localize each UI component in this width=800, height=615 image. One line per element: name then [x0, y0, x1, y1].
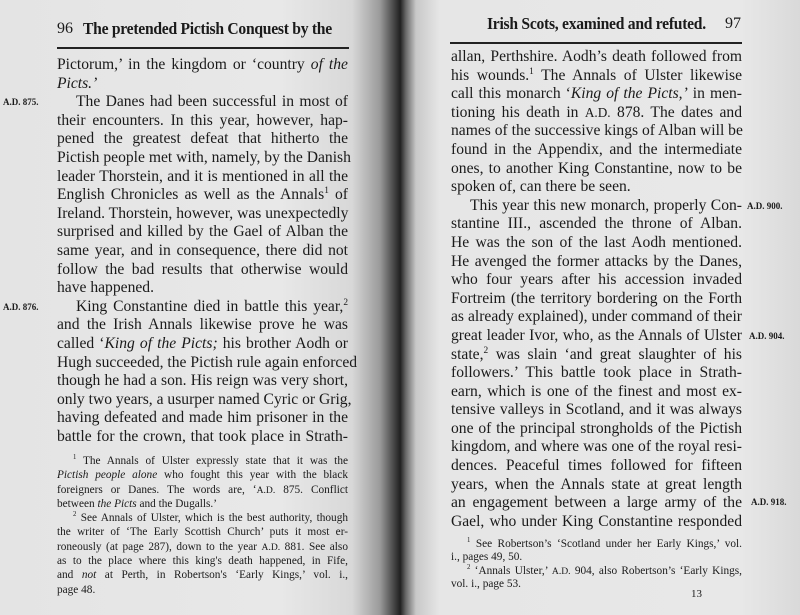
text-line [451, 364, 742, 383]
text-segment: earn, which is one of the finest and most ex- [451, 382, 742, 400]
text-segment: King Constantine died in battle this year, [76, 297, 344, 315]
text-segment: at Perth, in Robertson's ‘Early Kings,’ vol. i., [96, 569, 348, 582]
text-segment: A.D. [584, 104, 611, 120]
margin-note: A.D. 900. [747, 201, 783, 211]
text-segment: Pictorum,’ in the kingdom or ‘country [57, 56, 311, 73]
text-segment: roneously (at page 287), down to the year [57, 540, 262, 553]
text-segment: vol. i., page 53. [451, 578, 521, 591]
right-page [400, 0, 800, 615]
text-segment: A.D. [551, 565, 571, 577]
text-line [57, 511, 348, 525]
text-segment: great leader Ivor, who, as the Annals of Ulster [451, 326, 742, 344]
text-line [57, 468, 348, 482]
text-line [57, 483, 348, 497]
text-line [451, 48, 742, 67]
text-line [451, 401, 742, 420]
text-segment: Fortreim (the territory bordering on the Forth [451, 289, 742, 307]
text-segment: Pictish people met with, namely, by the Danish [57, 148, 351, 166]
text-line [451, 383, 742, 402]
text-line [57, 428, 348, 447]
text-segment: A.D. [261, 541, 281, 553]
text-line [57, 409, 348, 428]
header-rule [57, 47, 349, 49]
text-segment: Hugh succeeded, the Pictish rule again enforced [57, 353, 358, 371]
text-line [451, 215, 742, 234]
text-segment: in men- [687, 85, 742, 103]
footnotes [57, 454, 348, 597]
body-text [57, 56, 358, 446]
text-segment: 904, also Robertson’s ‘Early Kings, [570, 564, 742, 577]
text-line [451, 438, 742, 457]
text-segment: leader Thorstein, and it is mentioned in all the [57, 167, 348, 185]
italic-text: Picts.’ [57, 74, 98, 92]
text-line [451, 160, 742, 179]
text-segment: and the Irish Annals likewise prove he was [57, 316, 348, 334]
text-segment: one of the principal strongholds of the Pictish [451, 419, 742, 437]
text-line [57, 372, 348, 391]
text-segment: followers.’ This battle took place in Strath- [451, 364, 742, 382]
text-segment: years, when the Annals state at great length [451, 475, 742, 493]
text-line [57, 279, 348, 298]
text-line [451, 197, 742, 216]
text-segment: English Chronicles as well as the Annals [57, 186, 325, 204]
text-line [57, 186, 348, 205]
signature-mark: 13 [691, 588, 702, 600]
text-line [57, 316, 348, 335]
text-line [451, 420, 742, 439]
footnote-ref: 1 [529, 66, 534, 77]
text-line [57, 454, 348, 468]
margin-note: A.D. 875. [3, 97, 39, 107]
margin-note: A.D. 876. [3, 302, 39, 312]
header-rule [450, 42, 742, 44]
text-line [451, 308, 742, 327]
text-line [451, 178, 742, 197]
text-line [451, 513, 742, 532]
text-segment: between [57, 497, 98, 510]
text-segment: of [328, 186, 348, 204]
text-segment: A.D. [256, 484, 276, 496]
text-segment: an engagement between a large army of the [451, 494, 742, 512]
italic-text: Pictish people alone [57, 469, 158, 482]
text-segment: i., pages 49, 50. [451, 551, 523, 564]
text-line [451, 234, 742, 253]
running-title: Irish Scots, examined and refuted. [487, 14, 706, 33]
text-line [57, 130, 348, 149]
text-segment: call this monarch ‘ [451, 85, 571, 103]
text-segment: kingdom, and where was one of the royal resi- [451, 438, 742, 456]
text-segment: and the Dugalls.’ [136, 497, 218, 510]
text-line [57, 112, 348, 131]
text-segment: foreigners or Danes. The words are, ‘ [57, 483, 257, 496]
text-line [451, 346, 742, 365]
text-line [57, 353, 358, 373]
text-line [451, 290, 742, 309]
text-segment: have happened. [57, 279, 154, 297]
text-line [451, 565, 742, 578]
text-segment: 881. See also [280, 540, 348, 553]
text-line [57, 554, 348, 568]
text-segment: names of the successive kings of Alban will be [451, 122, 743, 140]
text-line [57, 168, 348, 187]
text-segment: ‘Annals Ulster,’ [470, 564, 552, 577]
page-number: 96 [57, 20, 73, 37]
margin-note: A.D. 904. [749, 331, 785, 341]
text-line [451, 271, 742, 290]
text-segment: state, [451, 345, 484, 363]
italic-text: King of the Picts,’ [570, 85, 688, 103]
text-segment: his brother Aodh or [217, 334, 349, 352]
text-segment: battle for the crown, that took place in Strath- [57, 427, 348, 445]
text-line [451, 104, 742, 123]
text-line [57, 223, 348, 242]
text-segment: He avenged the former attacks by the Danes, [451, 252, 742, 270]
text-segment: who four years after his accession invaded [451, 271, 742, 289]
text-segment: as already explained), under command of their [451, 308, 742, 326]
text-line [451, 85, 742, 104]
text-line [57, 390, 352, 410]
italic-text: not [81, 569, 97, 582]
text-segment: stantine III., ascended the throne of Alban. [451, 215, 742, 233]
text-segment: spoken of, can there be seen. [451, 178, 631, 196]
text-segment: Ireland. Thorstein, however, was unexpectedly [57, 204, 349, 222]
text-segment: 878. The dates and [610, 103, 743, 121]
footnotes [451, 538, 742, 592]
text-segment: and [57, 569, 82, 582]
footnote-ref: 2 [467, 564, 471, 572]
text-line [57, 298, 348, 317]
text-segment: called ‘ [57, 334, 105, 352]
text-line [451, 327, 742, 346]
text-segment: tensive valleys in Scotland, and it was always [451, 401, 742, 419]
text-segment: who fought this year with the black [157, 469, 348, 482]
text-line [57, 148, 351, 168]
body-text [451, 48, 742, 531]
text-segment: 875. Conflict [275, 483, 348, 496]
text-segment: though he had a son. His reign was very short, [57, 372, 348, 390]
running-title: The pretended Pictish Conquest by the [83, 19, 332, 38]
text-line [451, 538, 742, 551]
text-line [57, 56, 348, 75]
text-segment: dences. Peaceful times followed for fifteen [451, 457, 742, 475]
footnote-ref: 1 [324, 185, 329, 196]
text-segment: having defeated and made him prisoner in the [57, 409, 348, 427]
text-segment: Gael, who under King Constantine responded [451, 512, 742, 530]
italic-text: King of the Picts; [104, 334, 218, 352]
text-segment: See Robertson’s ‘Scotland under her Early Kings,’ vol. [470, 538, 742, 550]
page-number: 97 [725, 15, 741, 32]
text-line [57, 497, 348, 511]
text-segment: page 48. [57, 583, 96, 596]
text-line [57, 568, 348, 582]
text-segment: He was the son of the last Aodh mentioned. [451, 233, 742, 251]
text-segment: ones, to another King Constantine, now to be [451, 159, 742, 177]
text-segment: his wounds. [451, 66, 530, 84]
margin-note: A.D. 918. [751, 497, 787, 507]
text-segment: The Annals of Ulster expressly state that it was the [76, 455, 348, 467]
text-line [57, 93, 348, 112]
text-line [451, 476, 742, 495]
italic-text: the Picts [97, 497, 137, 510]
text-segment: as to the place where this king's death happened, in Fife, [57, 555, 348, 568]
text-segment: allan, Perthshire. Aodh’s death followed from [451, 48, 742, 65]
text-line [451, 253, 742, 272]
text-segment: The Danes had been successful in most of [76, 93, 348, 111]
text-line [57, 540, 348, 554]
text-line [57, 525, 348, 539]
text-line [451, 494, 742, 513]
text-line [57, 75, 348, 94]
text-line [57, 261, 348, 280]
text-segment: only two years, a usurper named Cyric or Grig, [57, 390, 352, 408]
text-segment: tioning his death in [451, 103, 585, 121]
text-line [57, 335, 348, 354]
footnote-ref: 2 [343, 297, 348, 308]
text-segment: This year this new monarch, properly Con- [470, 196, 742, 214]
footnote-ref: 1 [73, 454, 77, 462]
text-line [451, 122, 742, 141]
italic-text: of the [310, 56, 348, 73]
text-segment: The Annals of Ulster likewise [533, 66, 742, 84]
text-line [451, 551, 742, 564]
text-line [451, 67, 742, 86]
footnote-ref: 2 [483, 345, 489, 356]
footnote-ref: 1 [467, 537, 471, 545]
text-segment: follow the bad results that otherwise would [57, 260, 348, 278]
text-segment: pened the greatest defeat that hitherto the [57, 130, 348, 148]
text-segment: the writer of ‘The Early Scottish Church’ puts it most er- [57, 526, 348, 539]
text-segment: See Annals of Ulster, which is the best authority, though [76, 512, 348, 525]
text-line [57, 205, 348, 224]
text-line [451, 141, 742, 160]
footnote-ref: 2 [73, 511, 77, 519]
text-segment: found in the Appendix, and the intermediate [451, 140, 742, 158]
text-segment: same year, and in consequence, there did not [57, 241, 348, 259]
text-segment: was slain ‘and great slaughter of his [488, 345, 742, 363]
text-line [57, 242, 348, 261]
text-segment: their encounters. In this year, however, hap- [57, 111, 348, 129]
text-line [57, 583, 348, 597]
text-segment: surprised and killed by the Gael of Alban the [57, 223, 348, 241]
text-line [451, 457, 742, 476]
